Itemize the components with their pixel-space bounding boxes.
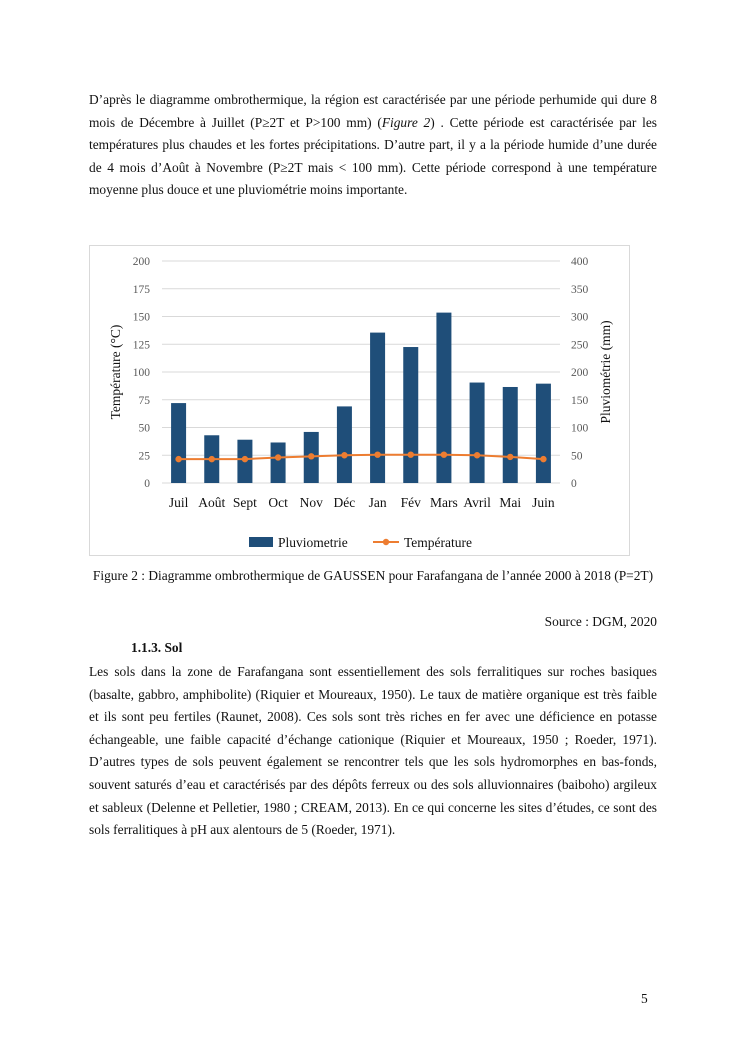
x-tick-label: Août: [198, 495, 226, 510]
bar-pluviometrie: [403, 347, 418, 483]
figure-reference: Figure 2: [381, 114, 431, 130]
intro-paragraph-part2: ) . Cette période est caractérisée par les températures plus chaudes et les fortes précipitations. D’autre part, il y a la période humide d’une durée de 4 mois d’Août à Novembre (P≥2T mais < 100 mm). Cette période correspond à une température moyenne plus douce et une pluviométrie moins importante.: [89, 114, 657, 198]
intro-paragraph-part1: D’après le diagramme ombrothermique, la région est caractérisée par une période perhumide qui dure 8 mois de Décembre à Juillet (P≥2T et P>100 mm) (: [89, 92, 657, 130]
temperature-point: [341, 452, 347, 458]
temperature-point: [308, 453, 314, 459]
y-right-axis-title: Pluviométrie (mm): [598, 320, 613, 424]
bar-pluviometrie: [370, 333, 385, 483]
y-right-tick-label: 200: [571, 367, 589, 379]
y-left-tick-label: 100: [132, 367, 150, 379]
temperature-point: [474, 452, 480, 458]
legend-label-pluviometrie: Pluviometrie: [278, 535, 348, 550]
bar-pluviometrie: [337, 406, 352, 483]
figure-caption: Figure 2 : Diagramme ombrothermique de GAUSSEN pour Farafangana de l’année 2000 à 2018 (P=2T): [92, 568, 654, 583]
x-tick-label: Mai: [499, 495, 522, 510]
x-tick-label: Mars: [430, 495, 458, 510]
x-tick-label: Juin: [532, 495, 555, 510]
x-tick-label: Déc: [333, 495, 356, 510]
x-tick-label: Jan: [368, 495, 387, 510]
x-tick-label: Oct: [268, 495, 288, 510]
ombrothermic-chart: [89, 245, 630, 556]
x-tick-label: Nov: [299, 495, 323, 510]
x-tick-label: Sept: [232, 495, 257, 510]
legend-swatch-pluviometrie: [249, 537, 273, 547]
bar-pluviometrie: [503, 387, 518, 483]
chart-svg: [90, 246, 631, 557]
y-right-tick-label: 350: [571, 283, 589, 296]
temperature-point: [408, 451, 414, 457]
temperature-point: [540, 456, 546, 462]
bar-pluviometrie: [536, 384, 551, 483]
temperature-point: [209, 456, 215, 462]
y-right-tick-label: 100: [571, 422, 589, 435]
y-right-tick-label: 150: [571, 394, 589, 407]
legend-label-temperature: Température: [404, 535, 473, 550]
y-right-tick-label: 0: [571, 478, 577, 490]
x-tick-label: Fév: [400, 495, 421, 510]
y-right-tick-label: 300: [571, 311, 589, 324]
temperature-point: [242, 456, 248, 462]
y-right-tick-label: 400: [571, 256, 589, 268]
y-left-tick-label: 25: [138, 450, 150, 463]
intro-paragraph: [89, 89, 657, 202]
y-left-axis-title: Température (°C): [108, 324, 123, 420]
y-left-tick-label: 75: [138, 394, 150, 407]
temperature-point: [507, 454, 513, 460]
y-left-tick-label: 50: [138, 422, 150, 435]
temperature-point: [441, 451, 447, 457]
y-left-tick-label: 200: [132, 256, 150, 268]
y-left-tick-label: 175: [132, 283, 150, 296]
legend-swatch-temperature-marker: [383, 539, 389, 545]
bar-pluviometrie: [271, 442, 286, 483]
y-left-tick-label: 150: [132, 311, 150, 324]
x-tick-label: Avril: [463, 495, 491, 510]
y-left-tick-label: 125: [132, 339, 150, 352]
y-right-tick-label: 50: [571, 450, 583, 463]
section-heading: 1.1.3. Sol: [131, 640, 183, 655]
bar-pluviometrie: [470, 383, 485, 483]
soil-paragraph: Les sols dans la zone de Farafangana sont essentiellement des sols ferralitiques sur roches basiques (basalte, gabbro, amphibolite) (Riquier et Moureaux, 1950). Le taux de matière organique est très faible et ils sont peu fertiles (Raunet, 2008). Ces sols sont très riches en fer avec une déficience en potasse échangeable, une faible capacité d’échange cationique (Riquier et Moureaux, 1950 ; Roeder, 1971). D’autres types de sols peuvent également se rencontrer tels que les sols hydromorphes en bas-fonds, souvent saturés d’eau et caractérisés par des dépôts ferreux ou des sols alluvionnaires (baiboho) argileux et sableux (Delenne et Pelletier, 1980 ; CREAM, 2013). En ce qui concerne les sites d’études, ce sont des sols ferralitiques à pH aux alentours de 5 (Roeder, 1971).: [89, 664, 657, 838]
bar-pluviometrie: [171, 403, 186, 483]
y-left-tick-label: 0: [144, 478, 150, 490]
figure-source: Source : DGM, 2020: [544, 614, 657, 629]
page-number: 5: [641, 991, 648, 1006]
temperature-point: [275, 454, 281, 460]
y-right-tick-label: 250: [571, 339, 589, 352]
temperature-point: [175, 456, 181, 462]
temperature-point: [374, 451, 380, 457]
x-tick-label: Juil: [168, 495, 189, 510]
